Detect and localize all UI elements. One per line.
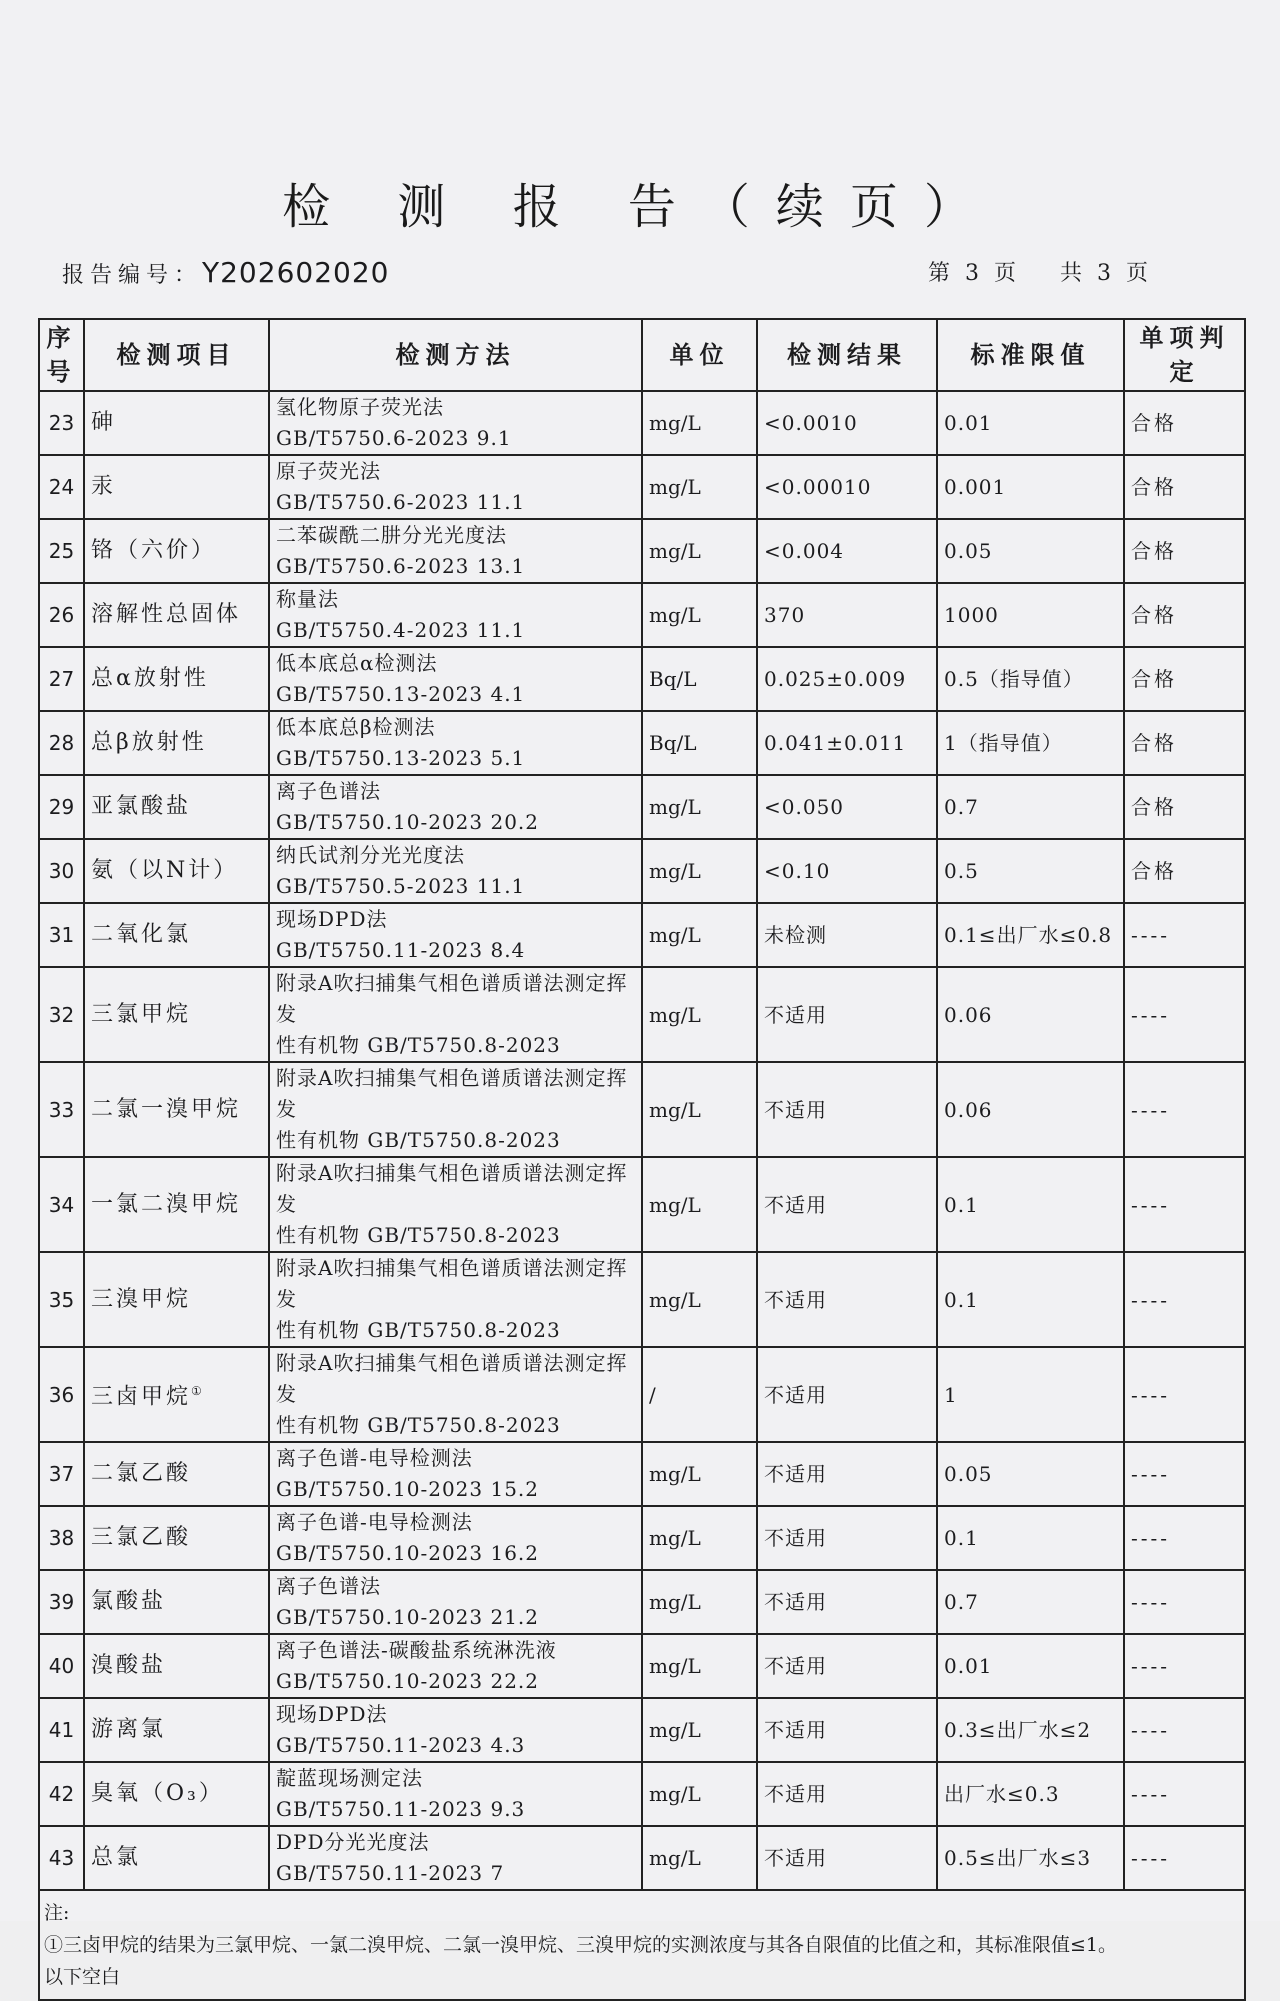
row-item [84, 839, 269, 903]
row-method-name: 附录A吹扫捕集气相色谱质谱法测定挥发 [276, 1256, 628, 1311]
row-number: 35 [39, 1252, 84, 1347]
row-result: 不适用 [757, 1634, 937, 1698]
row-method-name: 附录A吹扫捕集气相色谱质谱法测定挥发 [276, 1161, 628, 1216]
row-number: 29 [39, 775, 84, 839]
row-item [84, 519, 269, 583]
row-method-standard: 性有机物 GB/T5750.8-2023 [276, 1128, 561, 1152]
row-item [84, 647, 269, 711]
row-method-standard: GB/T5750.13-2023 5.1 [276, 746, 526, 770]
row-unit: mg/L [642, 839, 757, 903]
row-unit: mg/L [642, 1762, 757, 1826]
row-item [84, 967, 269, 1062]
row-limit: 0.1≤出厂水≤0.8 [937, 903, 1124, 967]
row-method-standard: GB/T5750.10-2023 20.2 [276, 810, 540, 834]
row-item [84, 1062, 269, 1157]
row-item-label: 二氧化氯 [91, 922, 192, 947]
row-method-standard: 性有机物 GB/T5750.8-2023 [276, 1318, 561, 1342]
row-item-label: 汞 [91, 474, 117, 499]
row-verdict: ---- [1124, 1442, 1245, 1506]
row-method [269, 1347, 642, 1442]
row-item [84, 1506, 269, 1570]
row-unit: / [642, 1347, 757, 1442]
row-verdict: 合格 [1124, 647, 1245, 711]
row-verdict: ---- [1124, 1762, 1245, 1826]
row-unit: mg/L [642, 455, 757, 519]
row-method-name: 附录A吹扫捕集气相色谱质谱法测定挥发 [276, 971, 628, 1026]
row-method-standard: 性有机物 GB/T5750.8-2023 [276, 1033, 561, 1057]
row-limit: 1（指导值） [937, 711, 1124, 775]
row-number: 38 [39, 1506, 84, 1570]
row-number: 39 [39, 1570, 84, 1634]
row-result: 0.041±0.011 [757, 711, 937, 775]
row-number: 27 [39, 647, 84, 711]
row-method-standard: 性有机物 GB/T5750.8-2023 [276, 1223, 561, 1247]
row-number: 34 [39, 1157, 84, 1252]
row-method [269, 839, 642, 903]
row-verdict: ---- [1124, 1698, 1245, 1762]
table-row [39, 1347, 1245, 1442]
row-item-label: 溴酸盐 [91, 1653, 167, 1678]
col-header-verdict: 单项判定 [1124, 319, 1245, 391]
row-limit: 1 [937, 1347, 1124, 1442]
row-item-label: 二氯一溴甲烷 [91, 1096, 242, 1122]
table-row [39, 711, 1245, 775]
row-verdict: ---- [1124, 1062, 1245, 1157]
row-item-label: 总α放射性 [91, 666, 209, 691]
row-number: 28 [39, 711, 84, 775]
row-limit: 0.001 [937, 455, 1124, 519]
col-header-item: 检测项目 [84, 319, 269, 391]
row-item [84, 903, 269, 967]
row-item [84, 1634, 269, 1698]
row-item-label: 氯酸盐 [91, 1589, 167, 1614]
col-header-result: 检测结果 [757, 319, 937, 391]
table-row [39, 1570, 1245, 1634]
row-method [269, 1634, 642, 1698]
row-item-label: 溶解性总固体 [91, 602, 242, 627]
row-verdict: 合格 [1124, 839, 1245, 903]
row-limit: 0.7 [937, 775, 1124, 839]
row-result: 不适用 [757, 1157, 937, 1252]
row-verdict: ---- [1124, 903, 1245, 967]
row-unit: mg/L [642, 1157, 757, 1252]
row-limit: 0.01 [937, 391, 1124, 455]
row-limit: 0.1 [937, 1506, 1124, 1570]
row-item [84, 1762, 269, 1826]
row-result: <0.00010 [757, 455, 937, 519]
row-limit: 0.06 [937, 1062, 1124, 1157]
row-result: 不适用 [757, 967, 937, 1062]
row-limit: 0.3≤出厂水≤2 [937, 1698, 1124, 1762]
row-item-label: 二氯乙酸 [91, 1461, 192, 1486]
row-number: 23 [39, 391, 84, 455]
row-limit: 0.1 [937, 1157, 1124, 1252]
row-verdict: ---- [1124, 1347, 1245, 1442]
row-unit: mg/L [642, 1698, 757, 1762]
row-unit: mg/L [642, 391, 757, 455]
table-row [39, 1826, 1245, 1890]
row-item-label: 游离氯 [91, 1717, 167, 1742]
row-method-name: 低本底总α检测法 [276, 651, 438, 675]
row-number: 24 [39, 455, 84, 519]
row-unit: mg/L [642, 775, 757, 839]
total-pages-label: 共 3 页 [1060, 261, 1152, 286]
row-method-standard: GB/T5750.6-2023 11.1 [276, 490, 526, 514]
row-verdict: ---- [1124, 1506, 1245, 1570]
row-item-label: 亚氯酸盐 [91, 794, 192, 819]
row-item-label: 铬（六价） [91, 538, 217, 563]
current-page-label: 第 3 页 [928, 261, 1021, 286]
row-method-name: 称量法 [276, 587, 339, 611]
row-result: 不适用 [757, 1442, 937, 1506]
row-method-name: 离子色谱法 [276, 779, 381, 803]
row-number: 32 [39, 967, 84, 1062]
row-item-label: 总氯 [91, 1845, 142, 1870]
row-verdict: ---- [1124, 1157, 1245, 1252]
row-item-label: 臭氧（O₃） [91, 1781, 224, 1806]
notes-label: 注: [44, 1902, 70, 1924]
row-method [269, 391, 642, 455]
row-number: 31 [39, 903, 84, 967]
notes-cell [39, 1890, 1245, 2000]
row-item [84, 391, 269, 455]
row-result: 不适用 [757, 1506, 937, 1570]
row-method [269, 519, 642, 583]
row-limit: 0.7 [937, 1570, 1124, 1634]
report-number-label: 报告编号： [62, 263, 203, 288]
table-row [39, 967, 1245, 1062]
row-verdict: 合格 [1124, 775, 1245, 839]
row-item [84, 1442, 269, 1506]
table-row [39, 1634, 1245, 1698]
row-method [269, 967, 642, 1062]
row-verdict: 合格 [1124, 455, 1245, 519]
row-method-standard: GB/T5750.11-2023 9.3 [276, 1797, 526, 1821]
row-number: 37 [39, 1442, 84, 1506]
row-method [269, 1157, 642, 1252]
row-number: 43 [39, 1826, 84, 1890]
row-result: 不适用 [757, 1826, 937, 1890]
row-method-standard: GB/T5750.6-2023 13.1 [276, 554, 526, 578]
row-item [84, 1157, 269, 1252]
table-row [39, 1698, 1245, 1762]
row-method-name: 离子色谱-电导检测法 [276, 1446, 473, 1470]
row-unit: Bq/L [642, 711, 757, 775]
row-item [84, 455, 269, 519]
notes-footnote: ①三卤甲烷的结果为三氯甲烷、一氯二溴甲烷、二氯一溴甲烷、三溴甲烷的实测浓度与其各自限值的比值之和，其标准限值≤1。 [44, 1934, 1118, 1956]
row-limit: 0.5（指导值） [937, 647, 1124, 711]
row-method-name: 纳氏试剂分光光度法 [276, 843, 465, 867]
row-item-label: 砷 [91, 410, 117, 435]
row-limit: 0.01 [937, 1634, 1124, 1698]
row-method [269, 455, 642, 519]
row-method-name: 现场DPD法 [276, 1702, 388, 1726]
report-number-value: Y202602020 [202, 256, 390, 289]
row-unit: Bq/L [642, 647, 757, 711]
row-limit: 0.5≤出厂水≤3 [937, 1826, 1124, 1890]
row-result: 不适用 [757, 1252, 937, 1347]
row-result: <0.0010 [757, 391, 937, 455]
footnote-marker: ① [191, 1384, 205, 1399]
row-method-name: 附录A吹扫捕集气相色谱质谱法测定挥发 [276, 1351, 628, 1406]
table-row [39, 455, 1245, 519]
row-verdict: 合格 [1124, 391, 1245, 455]
row-number: 26 [39, 583, 84, 647]
row-method-standard: GB/T5750.11-2023 8.4 [276, 938, 526, 962]
row-unit: mg/L [642, 519, 757, 583]
report-meta [62, 256, 1152, 289]
row-item-label: 三氯乙酸 [91, 1525, 192, 1550]
row-method-standard: GB/T5750.13-2023 4.1 [276, 682, 526, 706]
row-limit: 0.1 [937, 1252, 1124, 1347]
row-limit: 0.06 [937, 967, 1124, 1062]
row-method-name: 离子色谱法 [276, 1574, 381, 1598]
table-row [39, 1442, 1245, 1506]
table-row [39, 1506, 1245, 1570]
row-item [84, 1252, 269, 1347]
row-unit: mg/L [642, 1506, 757, 1570]
row-item [84, 1698, 269, 1762]
row-number: 42 [39, 1762, 84, 1826]
notes-row [39, 1890, 1245, 2000]
row-result: 未检测 [757, 903, 937, 967]
row-method-standard: 性有机物 GB/T5750.8-2023 [276, 1413, 561, 1437]
row-item-label: 三氯甲烷 [91, 1001, 192, 1027]
row-method-name: 低本底总β检测法 [276, 715, 436, 739]
row-unit: mg/L [642, 1570, 757, 1634]
row-verdict: 合格 [1124, 711, 1245, 775]
row-method-name: 原子荧光法 [276, 459, 381, 483]
row-limit: 1000 [937, 583, 1124, 647]
row-method [269, 1506, 642, 1570]
table-row [39, 1762, 1245, 1826]
row-unit: mg/L [642, 1826, 757, 1890]
row-method-name: 氢化物原子荧光法 [276, 395, 444, 419]
row-result: 不适用 [757, 1762, 937, 1826]
row-unit: mg/L [642, 1442, 757, 1506]
row-verdict: ---- [1124, 1252, 1245, 1347]
row-unit: mg/L [642, 903, 757, 967]
row-item-label: 三卤甲烷 [91, 1384, 192, 1410]
row-method [269, 903, 642, 967]
results-table [38, 318, 1246, 2001]
row-method [269, 1762, 642, 1826]
row-item [84, 775, 269, 839]
row-result: 370 [757, 583, 937, 647]
row-verdict: ---- [1124, 967, 1245, 1062]
row-method [269, 1698, 642, 1762]
row-method [269, 583, 642, 647]
row-number: 40 [39, 1634, 84, 1698]
row-method-name: DPD分光光度法 [276, 1830, 430, 1854]
row-result: <0.004 [757, 519, 937, 583]
row-result: 不适用 [757, 1347, 937, 1442]
row-unit: mg/L [642, 583, 757, 647]
row-item-label: 总β放射性 [91, 730, 207, 755]
row-limit: 0.05 [937, 519, 1124, 583]
row-result: 0.025±0.009 [757, 647, 937, 711]
report-number [62, 256, 389, 289]
row-method-standard: GB/T5750.10-2023 22.2 [276, 1669, 540, 1693]
row-unit: mg/L [642, 1252, 757, 1347]
row-method [269, 711, 642, 775]
col-header-method: 检测方法 [269, 319, 642, 391]
row-method-standard: GB/T5750.10-2023 21.2 [276, 1605, 540, 1629]
notes-blank-below: 以下空白 [44, 1966, 121, 1988]
row-method-name: 离子色谱-电导检测法 [276, 1510, 473, 1534]
col-header-limit: 标准限值 [937, 319, 1124, 391]
table-row [39, 839, 1245, 903]
row-number: 30 [39, 839, 84, 903]
report-title: 检 测 报 告（续页） [282, 179, 998, 235]
table-row [39, 391, 1245, 455]
row-method-name: 二苯碳酰二肼分光光度法 [276, 523, 507, 547]
row-method [269, 1826, 642, 1890]
row-method-standard: GB/T5750.11-2023 4.3 [276, 1733, 526, 1757]
table-body [39, 391, 1245, 1890]
row-item [84, 1826, 269, 1890]
row-item-label: 三溴甲烷 [91, 1286, 192, 1312]
row-method-standard: GB/T5750.10-2023 16.2 [276, 1541, 540, 1565]
col-header-no: 序号 [39, 319, 84, 391]
row-limit: 0.5 [937, 839, 1124, 903]
row-verdict: 合格 [1124, 519, 1245, 583]
row-unit: mg/L [642, 1062, 757, 1157]
table-row [39, 519, 1245, 583]
row-result: <0.10 [757, 839, 937, 903]
row-item-label: 一氯二溴甲烷 [91, 1191, 242, 1217]
row-number: 41 [39, 1698, 84, 1762]
row-result: 不适用 [757, 1698, 937, 1762]
row-item [84, 583, 269, 647]
row-number: 36 [39, 1347, 84, 1442]
row-method-name: 离子色谱法-碳酸盐系统淋洗液 [276, 1638, 557, 1662]
row-method-name: 附录A吹扫捕集气相色谱质谱法测定挥发 [276, 1066, 628, 1121]
row-item [84, 1570, 269, 1634]
row-method [269, 775, 642, 839]
row-method-name: 现场DPD法 [276, 907, 388, 931]
page-count [928, 256, 1152, 289]
table-row [39, 1157, 1245, 1252]
row-item-label: 氨（以N计） [91, 858, 239, 883]
table-row [39, 775, 1245, 839]
row-number: 33 [39, 1062, 84, 1157]
row-method [269, 1252, 642, 1347]
row-method-standard: GB/T5750.11-2023 7 [276, 1861, 505, 1885]
row-method-standard: GB/T5750.5-2023 11.1 [276, 874, 526, 898]
table-row [39, 903, 1245, 967]
row-method-name: 靛蓝现场测定法 [276, 1766, 423, 1790]
row-result: <0.050 [757, 775, 937, 839]
row-item [84, 1347, 269, 1442]
row-unit: mg/L [642, 967, 757, 1062]
row-method-standard: GB/T5750.10-2023 15.2 [276, 1477, 540, 1501]
row-method-standard: GB/T5750.4-2023 11.1 [276, 618, 526, 642]
row-unit: mg/L [642, 1634, 757, 1698]
row-verdict: 合格 [1124, 583, 1245, 647]
row-item [84, 711, 269, 775]
table-row [39, 647, 1245, 711]
row-limit: 0.05 [937, 1442, 1124, 1506]
table-header-row [39, 319, 1245, 391]
table-row [39, 1252, 1245, 1347]
row-method [269, 1442, 642, 1506]
table-row [39, 1062, 1245, 1157]
row-method [269, 1570, 642, 1634]
row-method [269, 647, 642, 711]
row-number: 25 [39, 519, 84, 583]
table-row [39, 583, 1245, 647]
row-limit: 出厂水≤0.3 [937, 1762, 1124, 1826]
row-verdict: ---- [1124, 1570, 1245, 1634]
row-method [269, 1062, 642, 1157]
row-verdict: ---- [1124, 1826, 1245, 1890]
row-method-standard: GB/T5750.6-2023 9.1 [276, 426, 512, 450]
row-result: 不适用 [757, 1570, 937, 1634]
row-verdict: ---- [1124, 1634, 1245, 1698]
col-header-unit: 单位 [642, 319, 757, 391]
row-result: 不适用 [757, 1062, 937, 1157]
